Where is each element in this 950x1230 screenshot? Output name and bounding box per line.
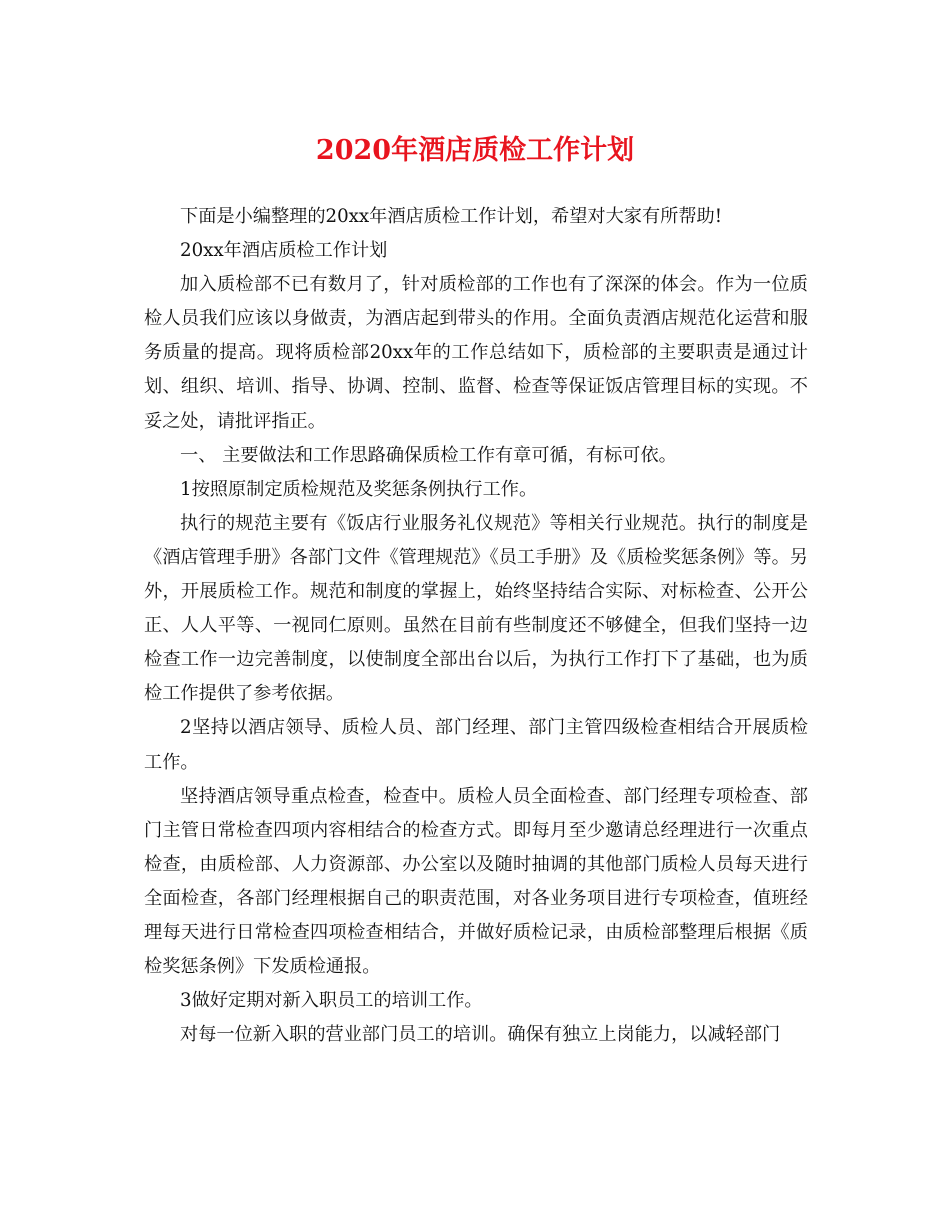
item-heading-2: 2坚持以酒店领导、质检人员、部门经理、部门主管四级检查相结合开展质检工作。: [144, 717, 808, 773]
item-body-2: 坚持酒店领导重点检查，检查中。质检人员全面检查、部门经理专项检查、部门主管日常检查四项内容相结合的检查方式。即每月至少邀请总经理进行一次重点检查，由质检部、人力资源部、办公室以及随时抽调的其他部门质检人员每天进行全面检查，各部门经理根据自己的职责范围，对各业务项目进行专项检查，值班经理每天进行日常检查四项检查相结合，并做好质检记录，由质检部整理后根据《质检奖惩条例》下发质检通报。: [144, 785, 808, 978]
document-body: [144, 200, 808, 1052]
overview-paragraph: 加入质检部不已有数月了，针对质检部的工作也有了深深的体会。作为一位质检人员我们应该以身做责，为酒店起到带头的作用。全面负责酒店规范化运营和服务质量的提高。现将质检部20xx年的工作总结如下，质检部的主要职责是通过计划、组织、培训、指导、协调、控制、监督、检查等保证饭店管理目标的实现。不妥之处，请批评指正。: [144, 274, 808, 432]
intro-paragraph: 下面是小编整理的20xx年酒店质检工作计划，希望对大家有所帮助!: [180, 206, 723, 227]
item-heading-3: 3做好定期对新入职员工的培训工作。: [180, 990, 483, 1012]
document-title: 2020年酒店质检工作计划: [315, 135, 635, 166]
section-heading-1: 一、 主要做法和工作思路确保质检工作有章可循，有标可依。: [180, 444, 677, 466]
subtitle-paragraph: 20xx年酒店质检工作计划: [180, 240, 388, 262]
item-body-1: 执行的规范主要有《饭店行业服务礼仪规范》等相关行业规范。执行的制度是《酒店管理手册》各部门文件《管理规范》《员工手册》及《质检奖惩条例》等。另外，开展质检工作。规范和制度的掌握上，始终坚持结合实际、对标检查、公开公正、人人平等、一视同仁原则。虽然在目前有些制度还不够健全，但我们坚持一边检查工作一边完善制度，以使制度全部出台以后，为执行工作打下了基础，也为质检工作提供了参考依据。: [144, 512, 808, 705]
item-body-3: 对每一位新入职的营业部门员工的培训。确保有独立上岗能力，以减轻部门: [180, 1024, 781, 1046]
item-heading-1: 1按照原制定质检规范及奖惩条例执行工作。: [180, 478, 538, 500]
